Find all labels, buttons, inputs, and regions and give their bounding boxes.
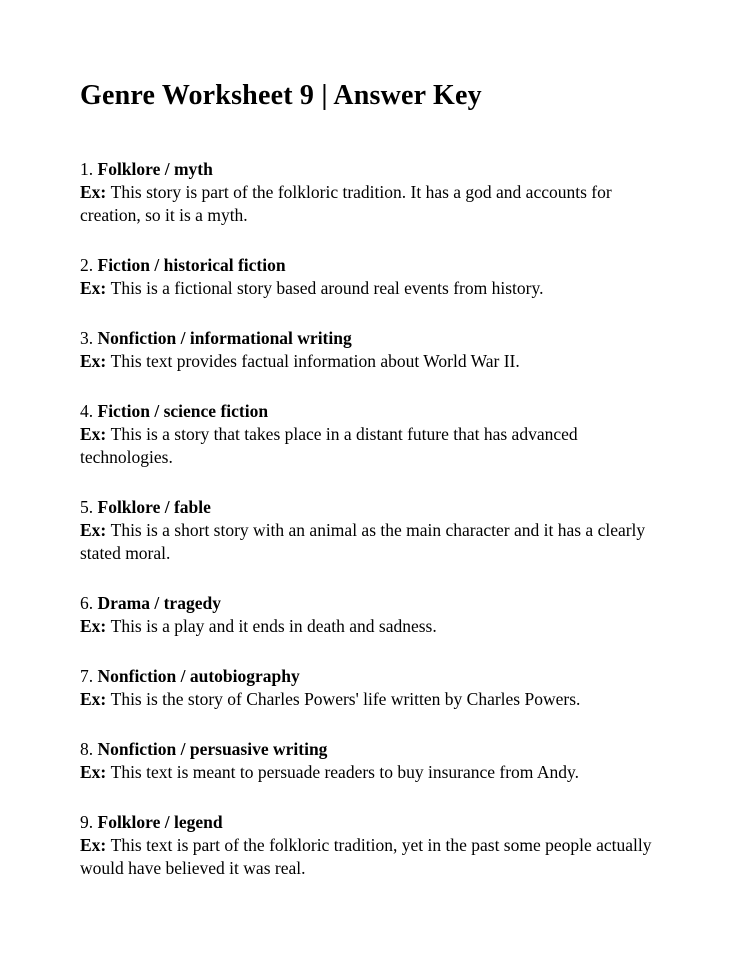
- item-number: 4.: [80, 401, 98, 421]
- answer-item: [80, 592, 662, 638]
- item-heading: [80, 738, 662, 761]
- item-genre: Folklore / legend: [97, 812, 223, 832]
- item-explanation: [80, 423, 662, 469]
- ex-label: Ex:: [80, 520, 111, 540]
- item-genre: Drama / tragedy: [97, 593, 221, 613]
- answer-item: [80, 327, 662, 373]
- item-number: 1.: [80, 159, 98, 179]
- answer-list: [80, 158, 662, 880]
- ex-text: This is a fictional story based around real events from history.: [110, 278, 544, 298]
- item-heading: [80, 665, 662, 688]
- item-genre: Fiction / historical fiction: [97, 255, 286, 275]
- item-heading: [80, 158, 662, 181]
- ex-label: Ex:: [80, 835, 111, 855]
- answer-item: [80, 158, 662, 227]
- ex-label: Ex:: [80, 182, 111, 202]
- answer-item: [80, 811, 662, 880]
- item-number: 6.: [80, 593, 98, 613]
- answer-item: [80, 400, 662, 469]
- ex-text: This is a story that takes place in a distant future that has advanced technologies.: [80, 424, 578, 467]
- item-number: 7.: [80, 666, 98, 686]
- page-title: Genre Worksheet 9 | Answer Key: [80, 80, 482, 111]
- ex-text: This text provides factual information about World War II.: [110, 351, 520, 371]
- ex-label: Ex:: [80, 616, 111, 636]
- item-explanation: [80, 277, 662, 300]
- ex-label: Ex:: [80, 689, 111, 709]
- item-explanation: [80, 688, 662, 711]
- item-explanation: [80, 615, 662, 638]
- item-genre: Nonfiction / persuasive writing: [97, 739, 328, 759]
- ex-label: Ex:: [80, 278, 111, 298]
- ex-text: This text is part of the folkloric tradition, yet in the past some people actually would have believed it was real.: [80, 835, 652, 878]
- item-genre: Nonfiction / autobiography: [97, 666, 300, 686]
- item-genre: Fiction / science fiction: [97, 401, 269, 421]
- ex-label: Ex:: [80, 762, 111, 782]
- ex-label: Ex:: [80, 424, 111, 444]
- item-number: 2.: [80, 255, 98, 275]
- item-genre: Folklore / myth: [97, 159, 213, 179]
- ex-text: This story is part of the folkloric tradition. It has a god and accounts for creation, so it is a myth.: [80, 182, 612, 225]
- answer-item: [80, 496, 662, 565]
- item-heading: [80, 496, 662, 519]
- item-heading: [80, 254, 662, 277]
- item-genre: Folklore / fable: [97, 497, 211, 517]
- ex-text: This is a short story with an animal as the main character and it has a clearly stated moral.: [80, 520, 646, 563]
- item-genre: Nonfiction / informational writing: [97, 328, 352, 348]
- item-explanation: [80, 181, 662, 227]
- ex-label: Ex:: [80, 351, 111, 371]
- item-explanation: [80, 834, 662, 880]
- answer-item: [80, 254, 662, 300]
- item-heading: [80, 327, 662, 350]
- item-number: 5.: [80, 497, 98, 517]
- ex-text: This text is meant to persuade readers to buy insurance from Andy.: [110, 762, 579, 782]
- item-heading: [80, 400, 662, 423]
- item-explanation: [80, 761, 662, 784]
- item-explanation: [80, 350, 662, 373]
- answer-item: [80, 738, 662, 784]
- item-number: 8.: [80, 739, 98, 759]
- ex-text: This is a play and it ends in death and sadness.: [110, 616, 437, 636]
- item-heading: [80, 592, 662, 615]
- answer-item: [80, 665, 662, 711]
- item-heading: [80, 811, 662, 834]
- item-number: 3.: [80, 328, 98, 348]
- ex-text: This is the story of Charles Powers' life written by Charles Powers.: [110, 689, 581, 709]
- item-number: 9.: [80, 812, 98, 832]
- item-explanation: [80, 519, 662, 565]
